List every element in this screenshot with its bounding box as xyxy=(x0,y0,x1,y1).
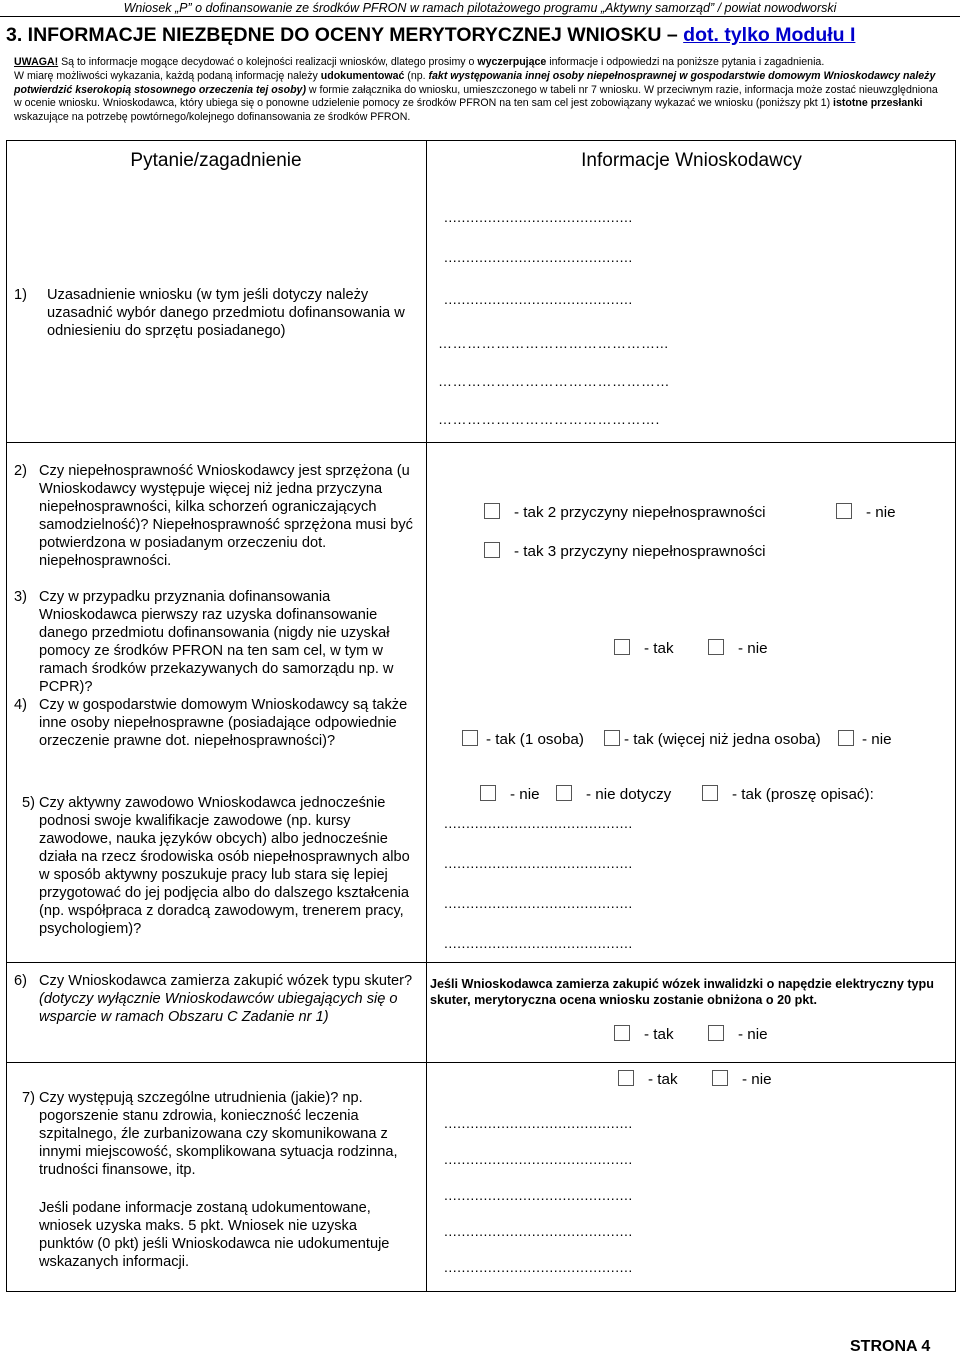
intro-bold: istotne przesłanki xyxy=(833,97,923,110)
answer-line[interactable]: ........................................... xyxy=(444,1115,633,1131)
checkbox[interactable] xyxy=(614,639,630,655)
option-label: - nie xyxy=(738,640,768,657)
question-7 xyxy=(14,1089,414,1271)
q4-option-no[interactable] xyxy=(838,730,892,750)
answer-line[interactable]: ........................................... xyxy=(444,249,633,265)
option-label: - nie xyxy=(862,731,892,748)
question-1 xyxy=(14,286,414,340)
checkbox[interactable] xyxy=(462,730,478,746)
answer-line[interactable]: ………………………………………. xyxy=(438,411,660,427)
answer-line[interactable]: ........................................... xyxy=(444,1259,633,1275)
intro-notice xyxy=(14,56,948,125)
section-title-link[interactable]: dot. tylko Modułu I xyxy=(683,24,856,46)
question-number: 7) xyxy=(22,1090,35,1106)
answer-line[interactable]: ........................................... xyxy=(444,209,633,225)
checkbox[interactable] xyxy=(836,503,852,519)
question-number: 6) xyxy=(14,973,27,989)
table-column-divider xyxy=(426,140,427,1292)
question-number: 1) xyxy=(14,287,27,303)
answer-line[interactable]: ........................................... xyxy=(444,935,633,951)
question-5 xyxy=(14,794,414,938)
question-number: 5) xyxy=(22,795,35,811)
option-label: - nie xyxy=(738,1026,768,1043)
q2-option-three-causes[interactable] xyxy=(484,542,766,562)
intro-text: informacje i odpowiedzi na poniższe pytania i zagadnienia. xyxy=(546,56,825,68)
section-title xyxy=(6,22,956,48)
q5-option-no[interactable] xyxy=(480,785,540,805)
checkbox[interactable] xyxy=(712,1070,728,1086)
q5-option-yes-describe[interactable] xyxy=(702,785,874,805)
checkbox[interactable] xyxy=(484,503,500,519)
option-label: - nie xyxy=(742,1071,772,1088)
checkbox[interactable] xyxy=(556,785,572,801)
row-divider xyxy=(6,962,956,963)
question-number: 2) xyxy=(14,463,27,479)
option-label: - nie xyxy=(866,504,896,521)
answer-line[interactable]: ........................................... xyxy=(444,1151,633,1167)
q4-option-many[interactable] xyxy=(604,730,821,750)
page-number: STRONA 4 xyxy=(850,1338,931,1355)
intro-text: (np. xyxy=(404,69,429,82)
running-header: Wniosek „P” o dofinansowanie ze środków PFRON w ramach pilotażowego programu „Aktywny samorząd” / powiat nowodworski xyxy=(123,1,837,15)
header-divider xyxy=(0,16,960,17)
question-text: Czy niepełnosprawność Wnioskodawcy jest sprzężona (u Wnioskodawcy występuje więcej niż jedna przyczyna niepełnosprawności, kilka schorzeń ograniczających samodzielność)? Niepełnosprawność sprzężona musi być potwierdzona w posiadanym orzeczeniu dot. niepełnosprawności. xyxy=(39,463,413,569)
answer-line[interactable]: ………………………………………… xyxy=(438,373,670,389)
q3-option-no[interactable] xyxy=(708,639,768,659)
question-text: Uzasadnienie wniosku (w tym jeśli dotyczy należy uzasadnić wybór danego przedmiotu dofinansowania w odniesieniu do sprzętu posiadanego) xyxy=(47,287,405,339)
intro-text: Są to informacje mogące decydować o kolejności realizacji wniosków, dlatego prosimy o xyxy=(58,56,478,68)
checkbox[interactable] xyxy=(708,1025,724,1041)
q6-option-yes[interactable] xyxy=(614,1025,674,1045)
option-label: - nie dotyczy xyxy=(586,786,672,803)
section-title-text: 3. INFORMACJE NIEZBĘDNE DO OCENY MERYTORYCZNEJ WNIOSKU – xyxy=(6,24,684,46)
question-scoring-text: Jeśli podane informacje zostaną udokumentowane, wniosek uzyska maks. 5 pkt. Wniosek nie uzyska punktów (0 pkt) jeśli Wnioskodawca nie udokumentuje wskazanych informacji. xyxy=(39,1200,390,1270)
answer-line[interactable]: ........................................... xyxy=(444,815,633,831)
checkbox[interactable] xyxy=(838,730,854,746)
option-label: - tak 3 przyczyny niepełnosprawności xyxy=(514,543,766,560)
row-divider xyxy=(6,442,956,443)
answer-line[interactable]: ………………………………………... xyxy=(438,335,669,351)
option-label: - tak (proszę opisać): xyxy=(732,786,874,803)
option-label: - tak xyxy=(648,1071,678,1088)
question-4 xyxy=(14,696,414,750)
question-text: Czy aktywny zawodowo Wnioskodawca jednocześnie podnosi swoje kwalifikacje zawodowe (np. kursy zawodowe, nauka języków obcych) albo jednocześnie działa na rzecz środowiska osób niepełnosprawnych albo w sposób aktywny poszukuje pracy lub stara się lepiej przygotować do jej podjęcia albo do dalszego kształcenia (np. współpraca z doradcą zawodowym, trenerem pracy, psychologiem)? xyxy=(39,795,410,937)
checkbox[interactable] xyxy=(484,542,500,558)
intro-text: W miarę możliwości wykazania, każdą podaną informację należy xyxy=(14,69,321,82)
option-label: - tak xyxy=(644,640,674,657)
option-label: - tak xyxy=(644,1026,674,1043)
q7-option-yes[interactable] xyxy=(618,1070,678,1090)
q5-option-not-applicable[interactable] xyxy=(556,785,671,805)
question-number: 4) xyxy=(14,697,27,713)
question-note-italic: (dotyczy wyłącznie Wnioskodawców ubiegających się o wsparcie w ramach Obszaru C Zadanie nr 1) xyxy=(39,991,398,1025)
question-text: Czy występują szczególne utrudnienia (jakie)? np. pogorszenie stanu zdrowia, konieczność leczenia szpitalnego, źle zurbanizowana czy skomunikowana z innymi miejscowość, skomplikowana sytuacja rodzinna, trudności finansowe, itp. xyxy=(39,1090,398,1178)
q7-option-no[interactable] xyxy=(712,1070,772,1090)
answer-line[interactable]: ........................................... xyxy=(444,1187,633,1203)
intro-bold-italic: fakt występowania innej osoby niepełnosprawnej w gospodarstwie domowym Wnioskodawcy należy potwierdzić kserokopią stosownego orzeczenia tej osoby) xyxy=(14,69,936,96)
question-2 xyxy=(14,462,414,570)
question-text: Czy Wnioskodawca zamierza zakupić wózek typu skuter? xyxy=(39,973,413,989)
checkbox[interactable] xyxy=(614,1025,630,1041)
intro-text: wskazujące na potrzebę powtórnego/kolejnego dofinansowania ze środków PFRON. xyxy=(14,111,411,124)
q6-scoring-note: Jeśli Wnioskodawca zamierza zakupić wózek inwalidzki o napędzie elektryczny typu skuter, merytoryczna ocena wniosku zostanie obniżona o 20 pkt. xyxy=(430,977,934,1007)
answer-line[interactable]: ........................................... xyxy=(444,291,633,307)
answer-line[interactable]: ........................................... xyxy=(444,895,633,911)
checkbox[interactable] xyxy=(702,785,718,801)
checkbox[interactable] xyxy=(604,730,620,746)
q2-option-no[interactable] xyxy=(836,503,896,523)
question-6 xyxy=(14,972,414,1026)
question-text: Czy w gospodarstwie domowym Wnioskodawcy są także inne osoby niepełnosprawne (posiadające odpowiednie orzeczenie prawne dot. niepełnosprawności)? xyxy=(39,697,408,749)
q6-option-no[interactable] xyxy=(708,1025,768,1045)
intro-bold: wyczerpujące xyxy=(477,56,547,68)
checkbox[interactable] xyxy=(708,639,724,655)
intro-bold: udokumentować xyxy=(320,69,405,82)
option-label: - nie xyxy=(510,786,540,803)
column-header-answer: Informacje Wnioskodawcy xyxy=(581,150,802,171)
question-3 xyxy=(14,588,414,696)
option-label: - tak (1 osoba) xyxy=(486,731,584,748)
column-header-question: Pytanie/zagadnienie xyxy=(130,150,302,171)
checkbox[interactable] xyxy=(480,785,496,801)
answer-line[interactable]: ........................................... xyxy=(444,1223,633,1239)
question-text: Czy w przypadku przyznania dofinansowania Wnioskodawca pierwszy raz uzyska dofinansowanie danego przedmiotu dofinansowania (nigdy nie uzyskał pomocy ze środków PFRON na ten sam cel, w tym w ramach środków przekazywanych do samorządu np. w PCPR)? xyxy=(39,589,394,695)
q3-option-yes[interactable] xyxy=(614,639,674,659)
q4-option-one-person[interactable] xyxy=(462,730,584,750)
checkbox[interactable] xyxy=(618,1070,634,1086)
question-number: 3) xyxy=(14,589,27,605)
row-divider xyxy=(6,1062,956,1063)
option-label: - tak (więcej niż jedna osoba) xyxy=(624,731,821,748)
answer-line[interactable]: ........................................... xyxy=(444,855,633,871)
uwaga-label: UWAGA! xyxy=(14,56,59,68)
option-label: - tak 2 przyczyny niepełnosprawności xyxy=(514,504,766,521)
q2-option-two-causes[interactable] xyxy=(484,503,766,523)
intro-text: w formie załącznika do wniosku, umieszczonego w tabeli nr 7 wniosku. W przeciwnym razie, informacja może zostać nieuwzględniona w ocenie wniosku. Wnioskodawca, który ubiega się o ponowne udzielenie pomocy ze środków PFRON na ten sam cel jest zobowiązany wykazać we wniosku (poniższy pkt 1) xyxy=(14,83,938,110)
